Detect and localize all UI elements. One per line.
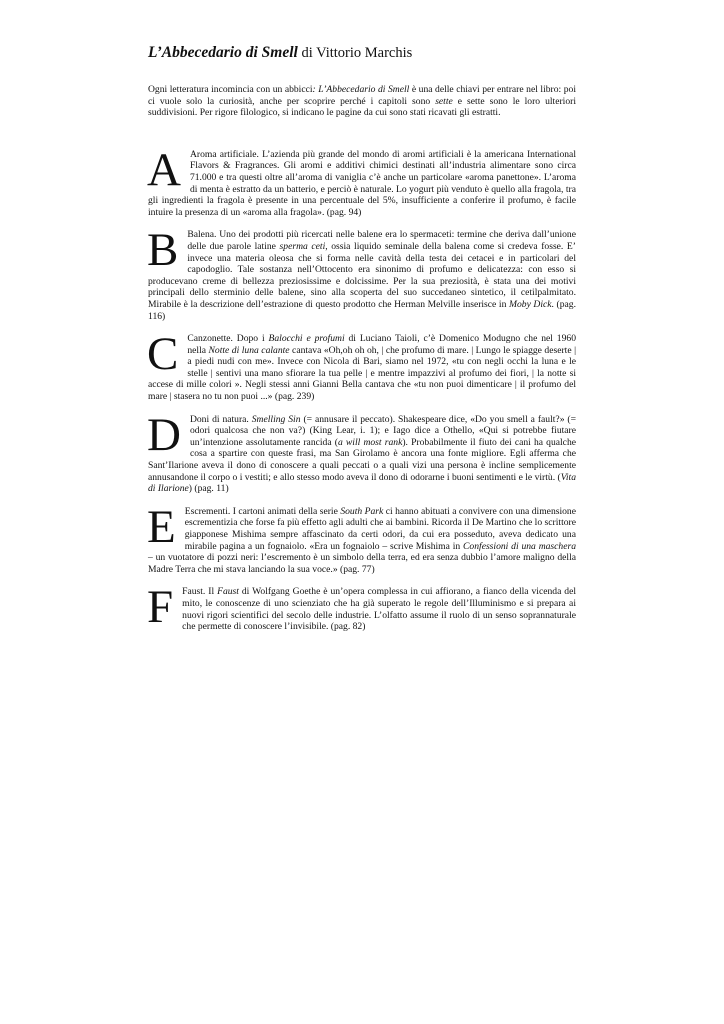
drop-cap: B (147, 224, 179, 277)
entry-text: Doni di natura. (189, 413, 252, 425)
intro-book-title: : L’Abbecedario di Smell (312, 84, 410, 95)
entry-text: di Wolfgang Goethe è un’opera complessa in cui affiorano, a fianco della vicenda del mito, le conoscenze di uno scienziato che ha già superato le regole dell’Illuminismo e si prepara ai nuovi rigori scientifici del secolo delle industrie. L’olfatto assume il ruolo di un senso soprannaturale che permette di conoscere l’invisibile. (pag. 82) (182, 586, 576, 633)
author-byline: di Vittorio Marchis (297, 45, 413, 61)
entry-italic: Balocchi e profumi (268, 333, 345, 345)
entry-italic: Confessioni di una maschera (463, 540, 576, 552)
entry-text: Canzonette. Dopo i (187, 333, 269, 345)
entry-text: cantava «Oh,oh oh oh, | che profumo di mare. | Lungo le spiagge deserte | a piedi nudi con me». Invece con Nicola di Bari, siamo nel 1972, «tu con negli occhi la luna e le stelle | sentivi una mano sfiorare la tua pelle | e mentre impazzivi al profumo dei fiori, | la notte si accese di mille colori ». Negli stessi anni Gianni Bella cantava che «tu non puoi dimenticare | il profumo del mare | stasera no tu non puoi ...» (pag. 239) (148, 344, 577, 403)
intro-text: e sette sono le loro ulteriori suddivisioni. Per rigore filologico, si indicano le pagine da cui sono stati ricavati gli estratti. (148, 95, 576, 119)
entry-b (147, 224, 576, 322)
intro-emphasis: sette (435, 95, 453, 107)
entry-italic: Moby Dick (508, 298, 552, 310)
drop-cap: E (147, 500, 176, 553)
drop-cap: A (147, 143, 181, 196)
entry-italic: Notte di luna calante (208, 344, 290, 356)
entry-text: Balena. Uno dei prodotti più ricercati nelle balene era lo spermaceti: termine che deriva dall’unione delle due parole latine (187, 229, 576, 252)
page-title (148, 44, 576, 62)
intro-text: Ogni letteratura incomincia con un abbicci (148, 84, 313, 95)
entry-text: ). Probabilmente il fiuto dei cani ha qualche cosa a spartire con queste frasi, ma San Girolamo è ancora una fonte migliore. Egli afferma che Sant’Ilarione aveva il dono di conoscere a quali peccati o a quali vizi una persona è incline semplicemente annusandone il corpo o i vestiti; e allo stesso modo aveva il dono di odorarne i buoni sentimenti e le virtù. ( (148, 436, 576, 483)
entry-italic: Faust (217, 586, 239, 598)
entry-e (147, 500, 576, 576)
entry-text: – un vuotatore di pozzi neri: l’escremento è un simbolo della terra, ed era senza dubbio l’amore maligno della Madre Terra che mi stava lanciando la sua voce.» (pag. 77) (148, 552, 576, 575)
entry-italic: Vita di Ilarione (148, 471, 576, 495)
intro-paragraph (148, 84, 576, 119)
entry-text: di Luciano Taioli, c’è Domenico Modugno che nel 1960 nella (187, 333, 576, 356)
intro-text: è una delle chiavi per entrare nel libro: poi ci vuole solo la curiosità, anche per scoprire perché i capitoli sono (148, 84, 576, 107)
entry-f (147, 581, 576, 634)
entry-a (147, 143, 576, 219)
entry-italic: a will most rank (337, 436, 403, 448)
entry-text: Aroma artificiale. L’azienda più grande del mondo di aromi artificiali è la americana International Flavors & Fragrances. Gli aromi e additivi chimici destinati all’industria alimentare sono circa 71.000 e tra questi oltre all’aroma di vaniglia c’è anche un particolare «aroma panettone». L’aroma di menta è estratto da un batterio, e perciò è naturale. Lo yogurt più venduto è quello alla fragola, tra gli ingredienti la fragola è presente in una percentuale del 5%, insufficiente a conferire il profumo, è facile intuire la presenza di un «aroma alla fragola». (pag. 94) (148, 148, 576, 218)
drop-cap: D (147, 408, 181, 461)
entry-italic: sperma ceti (279, 240, 326, 252)
entry-d (147, 408, 577, 495)
entry-italic: South Park (340, 505, 384, 517)
entry-text: Faust. Il (182, 586, 218, 598)
entry-text: (= annusare il peccato). Shakespeare dice, «Do you smell a fault?» (= odori qualcosa che non va?) (King Lear, i. 1); e Iago dice a Othello, «Qui si potrebbe fiutare un’intenzione assolutamente rancida ( (189, 413, 577, 448)
entry-text: ) (pag. 11) (188, 483, 229, 495)
entry-text: , ossia liquido seminale della balena come si credeva fosse. E’ invece una materia oleosa che si forma nelle cavità della testa dei cetacei e in particolari del capodoglio. Tale sostanza nell’Ottocento era sinonimo di profumo e delicatezza: con esso si producevano creme di bellezza preziosissime e dolcissime. Per la sua preziosità, è stata una dei motivi principali dello sterminio delle balene, sino alla scoperta del suo succedaneo sintetico, il cetilpalmitato. Mirabile è la descrizione dell’estrazione di questo prodotto che Herman Melville inserisce in (148, 240, 576, 310)
entry-text: . (pag. 116) (148, 298, 576, 322)
entry-c (147, 328, 577, 403)
entry-italic: Smelling Sin (251, 413, 301, 425)
entry-text: ci hanno abituati a convivere con una dimensione escrementizia che forse fa più effetto agli adulti che ai bambini. Ricorda il De Martino che lo scrittore giapponese Mishima sempre affascinato da certi odori, da cui era posseduto, aveva dedicato una mirabile pagina a un fognaiolo. «Era un fognaiolo – scrive Mishima in (184, 505, 576, 552)
entry-text: Escrementi. I cartoni animati della serie (184, 505, 341, 517)
drop-cap: F (147, 581, 174, 634)
drop-cap: C (147, 328, 179, 381)
book-title: L’Abbecedario di Smell (148, 44, 298, 61)
